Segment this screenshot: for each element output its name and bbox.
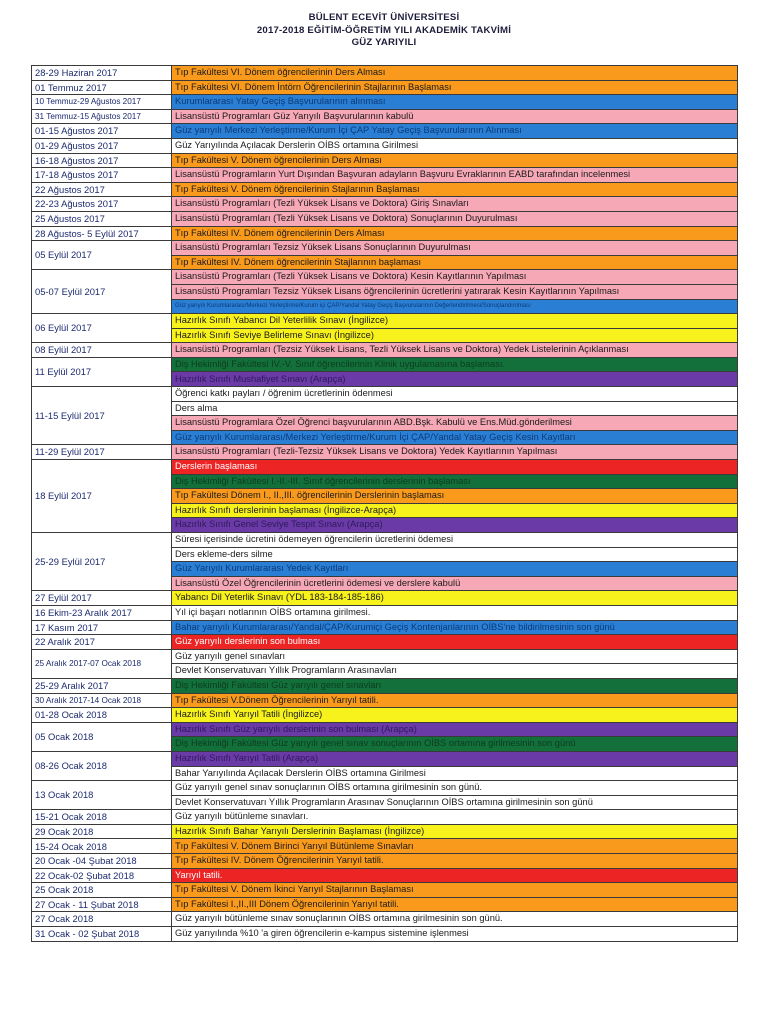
event-cell: Yıl içi başarı notlarının OİBS ortamına girilmesi. <box>172 605 738 620</box>
table-row <box>32 810 738 825</box>
event-cell: Diş Hekimliği Fakültesi I.-II.-III. Sınıf öğrencilerinin derslerinin başlaması <box>172 474 738 489</box>
table-row <box>32 678 738 693</box>
date-cell: 30 Aralık 2017-14 Ocak 2018 <box>32 693 172 708</box>
table-row <box>32 138 738 153</box>
event-cell: Lisansüstü Programları (Tezli Yüksek Lisans ve Doktora) Giriş Sınavları <box>172 197 738 212</box>
table-row <box>32 343 738 358</box>
event-cell: Tıp Fakültesi VI. Dönem İntörn Öğrencilerinin Stajlarının Başlaması <box>172 80 738 95</box>
event-cell: Yabancı Dil Yeterlik Sınavı (YDL 183-184-185-186) <box>172 591 738 606</box>
event-cell: Hazırlık Sınıfı Güz yarıyılı derslerinin son bulması (Arapça) <box>172 722 738 737</box>
event-cell: Tıp Fakültesi V. Dönem öğrencilerinin Stajlarının Başlaması <box>172 182 738 197</box>
date-cell: 25-29 Eylül 2017 <box>32 533 172 591</box>
table-row <box>32 868 738 883</box>
table-row <box>32 912 738 927</box>
event-cell: Güz yarıyılında %10 'a giren öğrencilerin e-kampus sistemine işlenmesi <box>172 927 738 942</box>
event-cell: Güz yarıyılı Kurumlararası/Merkezi Yerleştirme/Kurum içi ÇAP/Yandal Yatay Geçiş Başvurularının Değerlendirilmesi/Sonuçlandırılması <box>172 299 738 314</box>
date-cell: 31 Temmuz-15 Ağustos 2017 <box>32 109 172 124</box>
date-cell: 11-29 Eylül 2017 <box>32 445 172 460</box>
event-cell: Diş Hekimliği Fakültesi Güz yarıyılı genel sınav sonuçlarının OİBS ortamına girilmesinin son günü <box>172 737 738 752</box>
date-cell: 27 Eylül 2017 <box>32 591 172 606</box>
table-row <box>32 751 738 766</box>
event-cell: Derslerin başlaması <box>172 460 738 475</box>
event-cell: Bahar Yarıyılında Açılacak Derslerin OİBS ortamına Girilmesi <box>172 766 738 781</box>
date-cell: 01-28 Ocak 2018 <box>32 708 172 723</box>
date-cell: 25 Aralık 2017-07 Ocak 2018 <box>32 649 172 678</box>
date-cell: 25 Ağustos 2017 <box>32 211 172 226</box>
event-cell: Güz yarıyılı genel sınavları <box>172 649 738 664</box>
event-cell: Lisansüstü Programlara Özel Öğrenci başvurularının ABD.Bşk. Kabulü ve Ens.Müd.gönderilmesi <box>172 416 738 431</box>
event-cell: Bahar yarıyılı Kurumlararası/Yandal/ÇAP/Kurumiçi Geçiş Kontenjanlarının OİBS'ne bildirilmesinin son günü <box>172 620 738 635</box>
date-cell: 28-29 Haziran 2017 <box>32 66 172 81</box>
event-cell: Güz yarıyılı genel sınav sonuçlarının OİBS ortamına girilmesinin son günü. <box>172 781 738 796</box>
calendar-header <box>0 0 768 50</box>
table-row <box>32 445 738 460</box>
table-row <box>32 620 738 635</box>
university-name: BÜLENT ECEVİT ÜNİVERSİTESİ <box>308 12 460 23</box>
date-cell: 05-07 Eylül 2017 <box>32 270 172 314</box>
date-cell: 08-26 Ocak 2018 <box>32 751 172 780</box>
event-cell: Hazırlık Sınıfı Seviye Belirleme Sınavı (İngilizce) <box>172 328 738 343</box>
table-row <box>32 211 738 226</box>
table-row <box>32 226 738 241</box>
event-cell: Tıp Fakültesi IV. Dönem Öğrencilerinin Yarıyıl tatili. <box>172 854 738 869</box>
event-cell: Güz yarıyılı Kurumlararası/Merkezi Yerleştirme/Kurum İçi ÇAP/Yandal Yatay Geçiş Kesin Kayıtları <box>172 430 738 445</box>
date-cell: 25 Ocak 2018 <box>32 883 172 898</box>
date-cell: 22-23 Ağustos 2017 <box>32 197 172 212</box>
event-cell: Ders alma <box>172 401 738 416</box>
table-row <box>32 80 738 95</box>
event-cell: Tıp Fakültesi V.Dönem Öğrencilerinin Yarıyıl tatili. <box>172 693 738 708</box>
event-cell: Tıp Fakültesi I.,II.,III Dönem Öğrencilerinin Yarıyıl tatili. <box>172 897 738 912</box>
table-row <box>32 460 738 475</box>
table-row <box>32 387 738 402</box>
date-cell: 20 Ocak -04 Şubat 2018 <box>32 854 172 869</box>
date-cell: 16-18 Ağustos 2017 <box>32 153 172 168</box>
event-cell: Hazırlık Sınıfı Genel Seviye Tespit Sınavı (Arapça) <box>172 518 738 533</box>
table-row <box>32 824 738 839</box>
event-cell: Devlet Konservatuvarı Yıllık Programların Arasınav Sonuçlarının OİBS ortamına girilmesinin son günü <box>172 795 738 810</box>
event-cell: Devlet Konservatuvarı Yıllık Programların Arasınavları <box>172 664 738 679</box>
table-row <box>32 591 738 606</box>
event-cell: Diş Hekimliği Fakültesi IV.-V. Sınıf öğrencilerinin Klinik uygulamasına başlaması. <box>172 357 738 372</box>
table-row <box>32 153 738 168</box>
date-cell: 17-18 Ağustos 2017 <box>32 168 172 183</box>
event-cell: Lisansüstü Özel Öğrencilerinin ücretlerini ödemesi ve derslere kabulü <box>172 576 738 591</box>
event-cell: Hazırlık Sınıfı Mushafiyet Sınavı (Arapça) <box>172 372 738 387</box>
event-cell: Güz Yarıyılı Kurumlararası Yedek Kayıtları <box>172 562 738 577</box>
table-row <box>32 635 738 650</box>
date-cell: 15-21 Ocak 2018 <box>32 810 172 825</box>
table-row <box>32 357 738 372</box>
event-cell: Lisansüstü Programları Tezsiz Yüksek Lisans Sonuçlarının Duyurulması <box>172 241 738 256</box>
table-row <box>32 109 738 124</box>
table-row <box>32 124 738 139</box>
event-cell: Güz yarıyılı bütünleme sınav sonuçlarının OİBS ortamına girilmesinin son günü. <box>172 912 738 927</box>
event-cell: Öğrenci katkı payları / öğrenim ücretlerinin ödenmesi <box>172 387 738 402</box>
date-cell: 25-29 Aralık 2017 <box>32 678 172 693</box>
table-row <box>32 95 738 110</box>
table-row <box>32 839 738 854</box>
table-row <box>32 708 738 723</box>
event-cell: Güz yarıyılı derslerinin son bulması <box>172 635 738 650</box>
event-cell: Hazırlık Sınıfı Bahar Yarıyılı Derslerinin Başlaması (İngilizce) <box>172 824 738 839</box>
table-row <box>32 182 738 197</box>
table-row <box>32 66 738 81</box>
table-row <box>32 605 738 620</box>
table-row <box>32 883 738 898</box>
table-row <box>32 649 738 664</box>
date-cell: 01-15 Ağustos 2017 <box>32 124 172 139</box>
event-cell: Lisansüstü Programları (Tezsiz Yüksek Lisans, Tezli Yüksek Lisans ve Doktora) Yedek Listelerinin Açıklanması <box>172 343 738 358</box>
date-cell: 17 Kasım 2017 <box>32 620 172 635</box>
event-cell: Güz yarıyılı Merkezi Yerleştirme/Kurum İçi ÇAP Yatay Geçiş Başvurularının Alınması <box>172 124 738 139</box>
date-cell: 22 Aralık 2017 <box>32 635 172 650</box>
table-row <box>32 927 738 942</box>
date-cell: 22 Ocak-02 Şubat 2018 <box>32 868 172 883</box>
date-cell: 15-24 Ocak 2018 <box>32 839 172 854</box>
date-cell: 22 Ağustos 2017 <box>32 182 172 197</box>
table-row <box>32 168 738 183</box>
table-row <box>32 722 738 737</box>
table-row <box>32 270 738 285</box>
table-row <box>32 897 738 912</box>
date-cell: 28 Ağustos- 5 Eylül 2017 <box>32 226 172 241</box>
event-cell: Tıp Fakültesi VI. Dönem öğrencilerinin Ders Alması <box>172 66 738 81</box>
date-cell: 16 Ekim-23 Aralık 2017 <box>32 605 172 620</box>
event-cell: Lisansüstü Programları Tezsiz Yüksek Lisans öğrencilerinin ücretlerini yatırarak Kesin Kayıtlarının Yapılması <box>172 284 738 299</box>
event-cell: Lisansüstü Programları (Tezli-Tezsiz Yüksek Lisans ve Doktora) Yedek Kayıtlarının Yapılması <box>172 445 738 460</box>
event-cell: Hazırlık Sınıfı Yarıyıl Tatili (İngilizce) <box>172 708 738 723</box>
semester-title: GÜZ YARIYILI <box>351 37 417 48</box>
event-cell: Yarıyıl tatili. <box>172 868 738 883</box>
calendar-title: 2017-2018 EĞİTİM-ÖĞRETİM YILI AKADEMİK TAKVİMİ <box>256 24 512 36</box>
date-cell: 01 Temmuz 2017 <box>32 80 172 95</box>
event-cell: Tıp Fakültesi IV. Dönem öğrencilerinin Stajlarının başlaması <box>172 255 738 270</box>
table-row <box>32 854 738 869</box>
event-cell: Tıp Fakültesi V. Dönem öğrencilerinin Ders Alması <box>172 153 738 168</box>
event-cell: Tıp Fakültesi Dönem I., II.,III. öğrencilerinin Derslerinin başlaması <box>172 489 738 504</box>
event-cell: Lisansüstü Programları (Tezli Yüksek Lisans ve Doktora) Sonuçlarının Duyurulması <box>172 211 738 226</box>
date-cell: 05 Eylül 2017 <box>32 241 172 270</box>
table-row <box>32 241 738 256</box>
event-cell: Lisansüstü Programları (Tezli Yüksek Lisans ve Doktora) Kesin Kayıtlarının Yapılması <box>172 270 738 285</box>
date-cell: 10 Temmuz-29 Ağustos 2017 <box>32 95 172 110</box>
date-cell: 27 Ocak - 11 Şubat 2018 <box>32 897 172 912</box>
event-cell: Diş Hekimliği Fakültesi Güz yarıyılı genel sınavları <box>172 678 738 693</box>
event-cell: Güz yarıyılı bütünleme sınavları. <box>172 810 738 825</box>
event-cell: Güz Yarıyılında Açılacak Derslerin OİBS ortamına Girilmesi <box>172 138 738 153</box>
event-cell: Hazırlık Sınıfı Yarıyıl Tatili (Arapça) <box>172 751 738 766</box>
date-cell: 06 Eylül 2017 <box>32 314 172 343</box>
event-cell: Ders ekleme-ders silme <box>172 547 738 562</box>
event-cell: Tıp Fakültesi V. Dönem Birinci Yarıyıl Bütünleme Sınavları <box>172 839 738 854</box>
table-row <box>32 197 738 212</box>
event-cell: Tıp Fakültesi IV. Dönem öğrencilerinin Ders Alması <box>172 226 738 241</box>
date-cell: 29 Ocak 2018 <box>32 824 172 839</box>
academic-calendar-table <box>31 65 738 942</box>
table-row <box>32 781 738 796</box>
event-cell: Kurumlararası Yatay Geçiş Başvurularının alınması <box>172 95 738 110</box>
date-cell: 27 Ocak 2018 <box>32 912 172 927</box>
event-cell: Hazırlık Sınıfı derslerinin başlaması (İngilizce-Arapça) <box>172 503 738 518</box>
event-cell: Süresi içerisinde ücretini ödemeyen öğrencilerin ücretlerini ödemesi <box>172 533 738 548</box>
date-cell: 05 Ocak 2018 <box>32 722 172 751</box>
event-cell: Lisansüstü Programları Güz Yarıyılı Başvurularının kabulü <box>172 109 738 124</box>
table-row <box>32 533 738 548</box>
date-cell: 31 Ocak - 02 Şubat 2018 <box>32 927 172 942</box>
date-cell: 11-15 Eylül 2017 <box>32 387 172 445</box>
event-cell: Hazırlık Sınıfı Yabancı Dil Yeterlilik Sınavı (İngilizce) <box>172 314 738 329</box>
date-cell: 11 Eylül 2017 <box>32 357 172 386</box>
event-cell: Lisansüstü Programların Yurt Dışından Başvuran adayların Başvuru Evraklarının EABD tarafından incelenmesi <box>172 168 738 183</box>
table-row <box>32 693 738 708</box>
date-cell: 08 Eylül 2017 <box>32 343 172 358</box>
event-cell: Tıp Fakültesi V. Dönem İkinci Yarıyıl Stajlarının Başlaması <box>172 883 738 898</box>
date-cell: 01-29 Ağustos 2017 <box>32 138 172 153</box>
date-cell: 18 Eylül 2017 <box>32 460 172 533</box>
date-cell: 13 Ocak 2018 <box>32 781 172 810</box>
table-row <box>32 314 738 329</box>
